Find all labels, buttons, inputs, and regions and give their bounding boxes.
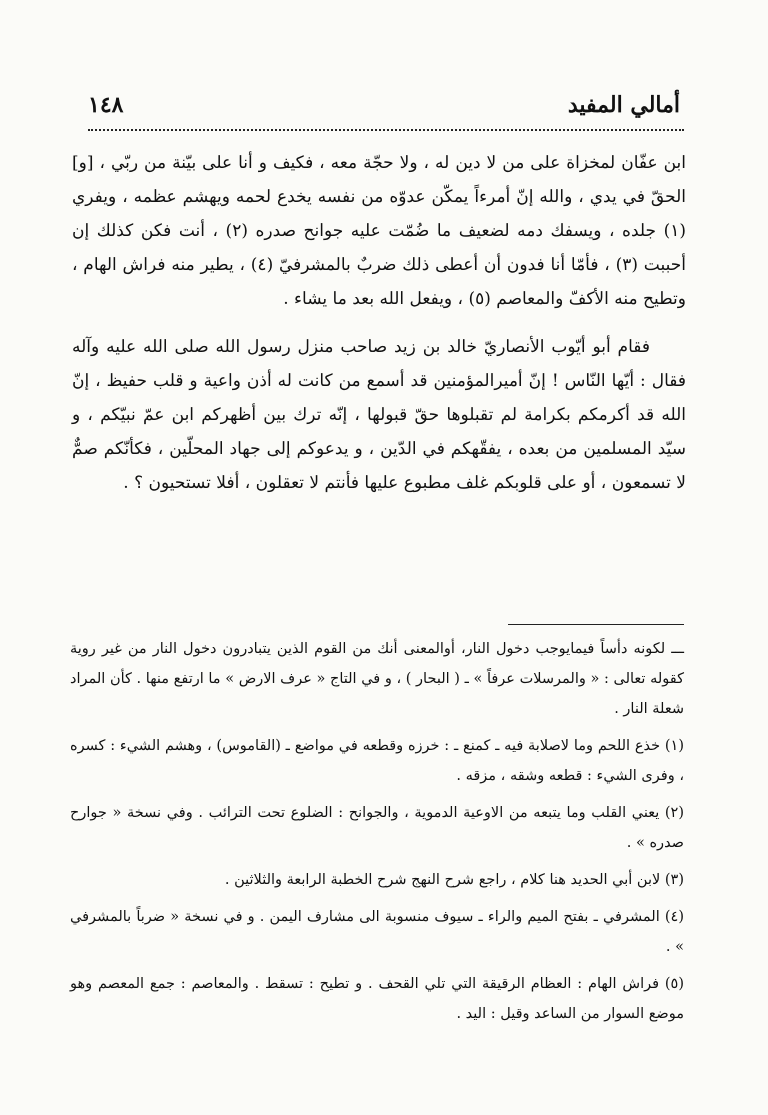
footnote-4: (٤) المشرفي ـ بفتح الميم والراء ـ سيوف منسوبة الى مشارف اليمن . و في نسخة « ضرباً بالمشرفي » . <box>70 909 684 955</box>
footnote-2: (٢) يعني القلب وما يتبعه من الاوعية الدموية ، والجوانح : الضلوع تحت الترائب . وفي نسخة « جوارح صدره » . <box>70 805 684 851</box>
page-number: ١٤٨ <box>88 92 124 118</box>
footnote-3: (٣) لابن أبي الحديد هنا كلام ، راجع شرح النهج شرح الخطبة الرابعة والثلاثين . <box>224 872 684 888</box>
main-paragraph: ابن عفّان لمخزاة على من لا دين له ، ولا حجّة معه ، فكيف و أنا على بيّنة من ربّي ، [و] الحقّ في يدي ، والله إنّ أمرءاً يمكّن عدوّه من نفسه يخدع لحمه ويهشم عظمه ، ويفري (١) جلده ، ويسفك دمه لضعيف ما ضُمّت عليه جوانح صدره (٢) ، أنت فكن كذلك إن أحببت (٣) ، فأمّا أنا فدون أن أعطى ذلك ضربٌ بالمشرفيّ (٤) ، يطير منه فراش الهام ، وتطيح منه الأكفّ والمعاصم (٥) ، ويفعل الله بعد ما يشاء . <box>72 153 686 309</box>
footnote-5: (٥) فراش الهام : العظام الرقيقة التي تلي القحف . و تطيح : تسقط . والمعاصم : جمع المعصم وهو موضع السوار من الساعد وقيل : اليد . <box>70 976 684 1022</box>
footnote-divider <box>508 624 684 625</box>
footnotes <box>70 634 684 1036</box>
running-title: أمالي المفيد <box>567 92 680 118</box>
main-paragraph: فقام أبو أيّوب الأنصاريّ خالد بن زيد صاحب منزل رسول الله صلى الله عليه وآله فقال : أيّها النّاس ! إنّ أميرالمؤمنين قد أسمع من كانت له أذن واعية و قلب حفيظ ، إنّ الله قد أكرمكم بكرامة لم تقبلوها حقّ قبولها ، إنّه ترك بين أظهركم ابن عمّ نبيّكم ، و سيّد المسلمين من بعده ، يفقّهكم في الدّين ، و يدعوكم إلى جهاد المحلّين ، فكأنّكم صمٌّ لا تسمعون ، أو على قلوبكم غلف مطبوع عليها فأنتم لا تعقلون ، أفلا تستحيون ؟ . <box>72 337 686 493</box>
header-divider <box>88 129 684 131</box>
footnote-continuation: ـــ لكونه دأساً فيمايوجب دخول النار، أوالمعنى أنك من القوم الذين يتبادرون دخول النار من غير روية كقوله تعالى : « والمرسلات عرفاً » ـ ( البحار ) ، و في التاج « عرف الارض » ما ارتفع منها . كأن المراد شعلة النار . <box>70 641 684 717</box>
main-text <box>72 146 686 500</box>
page-header <box>88 92 680 118</box>
footnote-1: (١) خذع اللحم وما لاصلابة فيه ـ كمنع ـ : خرزه وقطعه في مواضع ـ (القاموس) ، وهشم الشيء : كسره ، وفرى الشيء : قطعه وشقه ، مزقه . <box>70 738 684 784</box>
